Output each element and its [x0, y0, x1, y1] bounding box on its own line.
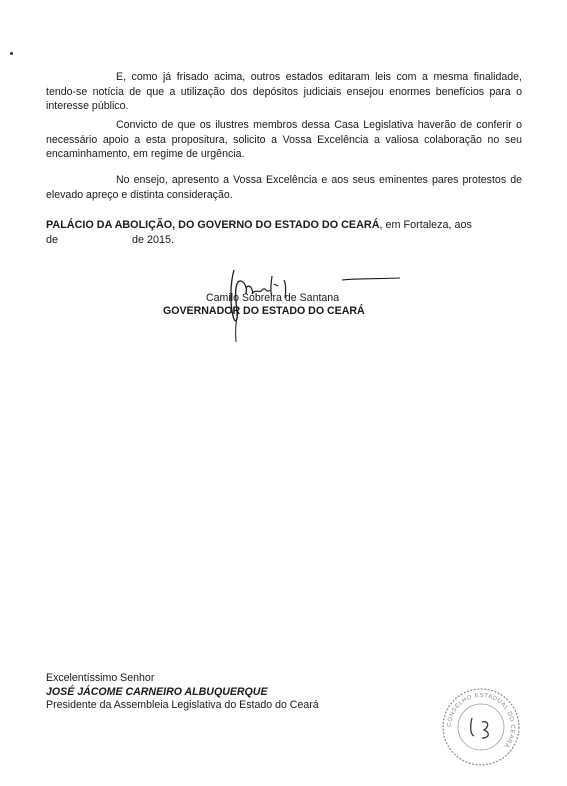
stamp-text: CONSELHO ESTADUAL DO CEARÁ [446, 692, 516, 749]
closing-line [46, 218, 522, 248]
signer-name: Camilo Sobreira de Santana [206, 292, 340, 304]
addressee-block [46, 672, 319, 713]
round-stamp [440, 686, 522, 768]
closing-place-rest: , em Fortaleza, aos [379, 219, 472, 231]
svg-text:CONSELHO ESTADUAL DO CEARÁ [447, 693, 515, 749]
body-paragraph-3: No ensejo, apresento a Vossa Excelência e aos seus eminentes pares protestos de elevado apreço e distinta consideração. [46, 174, 522, 201]
addressee-role: Presidente da Assembleia Legislativa do Estado do Ceará [46, 699, 319, 711]
date-prefix: de [46, 234, 59, 246]
handwritten-signature [222, 264, 402, 344]
body-paragraph-1: E, como já frisado acima, outros estados editaram leis com a mesma finalidade, tendo-se notícia de que a utilização dos depósitos judiciais ensejou enormes benefícios para o interesse público. [46, 71, 522, 112]
closing-place: PALÁCIO DA ABOLIÇÃO, DO GOVERNO DO ESTADO DO CEARÁ [46, 219, 380, 231]
date-suffix: de 2015. [132, 234, 175, 246]
body-paragraph-2: Convicto de que os ilustres membros dessa Casa Legislativa haverão de conferir o necessário apoio a esta propositura, solicito a Vossa Excelência a valiosa colaboração no seu encaminhamento, em regime de urgência. [46, 119, 522, 160]
margin-mark [10, 52, 13, 55]
signer-title: GOVERNADOR DO ESTADO DO CEARÁ [163, 305, 365, 317]
addressee-name: JOSÉ JÁCOME CARNEIRO ALBUQUERQUE [46, 685, 268, 698]
addressee-salutation: Excelentíssimo Senhor [46, 672, 155, 684]
